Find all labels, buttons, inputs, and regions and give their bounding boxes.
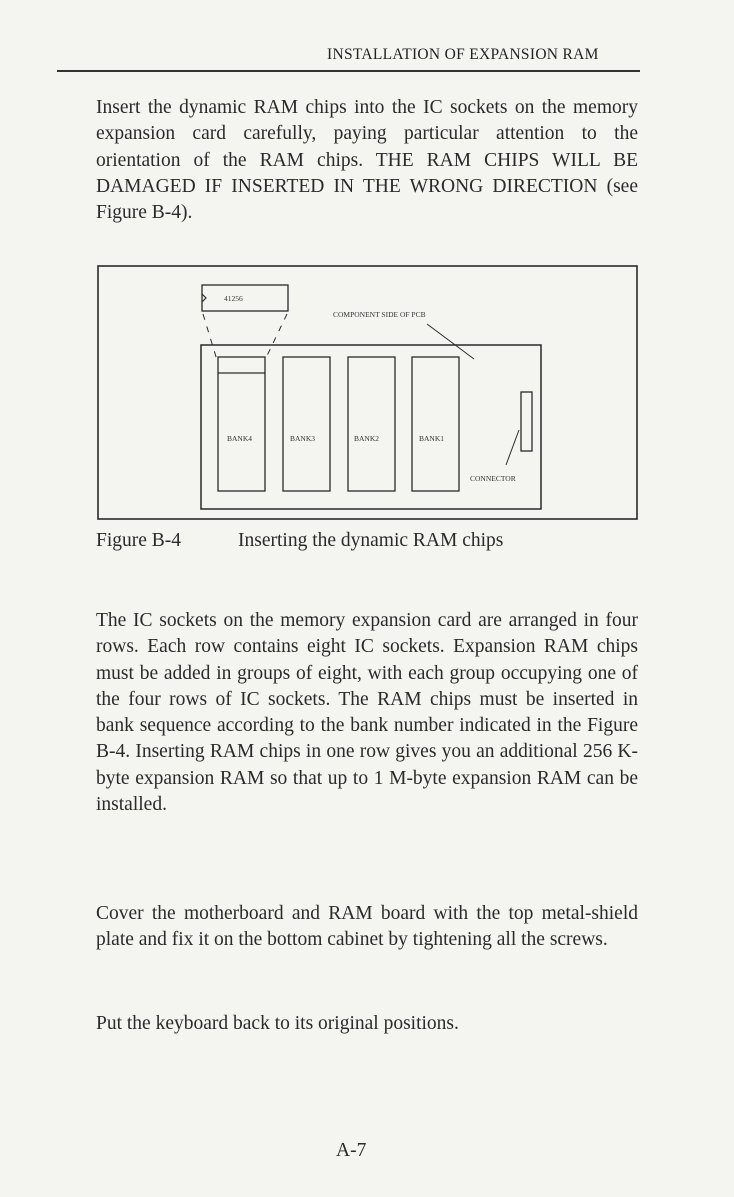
bank4-label: BANK4 bbox=[227, 434, 253, 443]
page-number: A-7 bbox=[336, 1140, 367, 1161]
chip-label: 41256 bbox=[224, 294, 243, 303]
figure-b4-diagram bbox=[97, 265, 638, 520]
paragraph-keyboard: Put the keyboard back to its original positions. bbox=[96, 1013, 459, 1034]
bank2-socket bbox=[348, 357, 395, 491]
connector-label: CONNECTOR bbox=[470, 474, 516, 483]
running-header: INSTALLATION OF EXPANSION RAM bbox=[327, 46, 599, 63]
bank1-label: BANK1 bbox=[419, 434, 445, 443]
figure-number: Figure B-4 bbox=[96, 530, 182, 551]
figure-caption bbox=[96, 530, 503, 552]
paragraph-cover-motherboard: Cover the motherboard and RAM board with the top metal-shield plate and fix it on the bottom cabinet by tightening all the screws. bbox=[96, 903, 638, 951]
bank4-socket bbox=[218, 357, 265, 491]
bank2-label: BANK2 bbox=[354, 434, 380, 443]
pcb-board bbox=[201, 345, 541, 509]
component-side-label: COMPONENT SIDE OF PCB bbox=[333, 310, 426, 319]
chip-callout-box bbox=[202, 285, 288, 311]
paragraph-insert-chips: Insert the dynamic RAM chips into the IC sockets on the memory expansion card carefully, paying particular attention to the orientation of the RAM chips. THE RAM CHIPS WILL BE DAMAGED IF INSERTED IN THE WRONG DIRECTION (see Figure B-4). bbox=[96, 97, 638, 224]
bank3-label: BANK3 bbox=[290, 434, 316, 443]
paragraph-ic-sockets: The IC sockets on the memory expansion card are arranged in four rows. Each row contains eight IC sockets. Expansion RAM chips must be added in groups of eight, with each group occupying one of the four rows of IC sockets. The RAM chips must be inserted in bank sequence according to the bank number indicated in the Figure B-4. Inserting RAM chips in one row gives you an additional 256 K-byte expansion RAM so that up to 1 M-byte expansion RAM can be installed. bbox=[96, 610, 638, 816]
connector bbox=[521, 392, 532, 451]
bank1-socket bbox=[412, 357, 459, 491]
bank3-socket bbox=[283, 357, 330, 491]
header-rule bbox=[57, 70, 640, 72]
figure-frame bbox=[98, 266, 637, 519]
figure-caption-text: Inserting the dynamic RAM chips bbox=[238, 530, 504, 551]
